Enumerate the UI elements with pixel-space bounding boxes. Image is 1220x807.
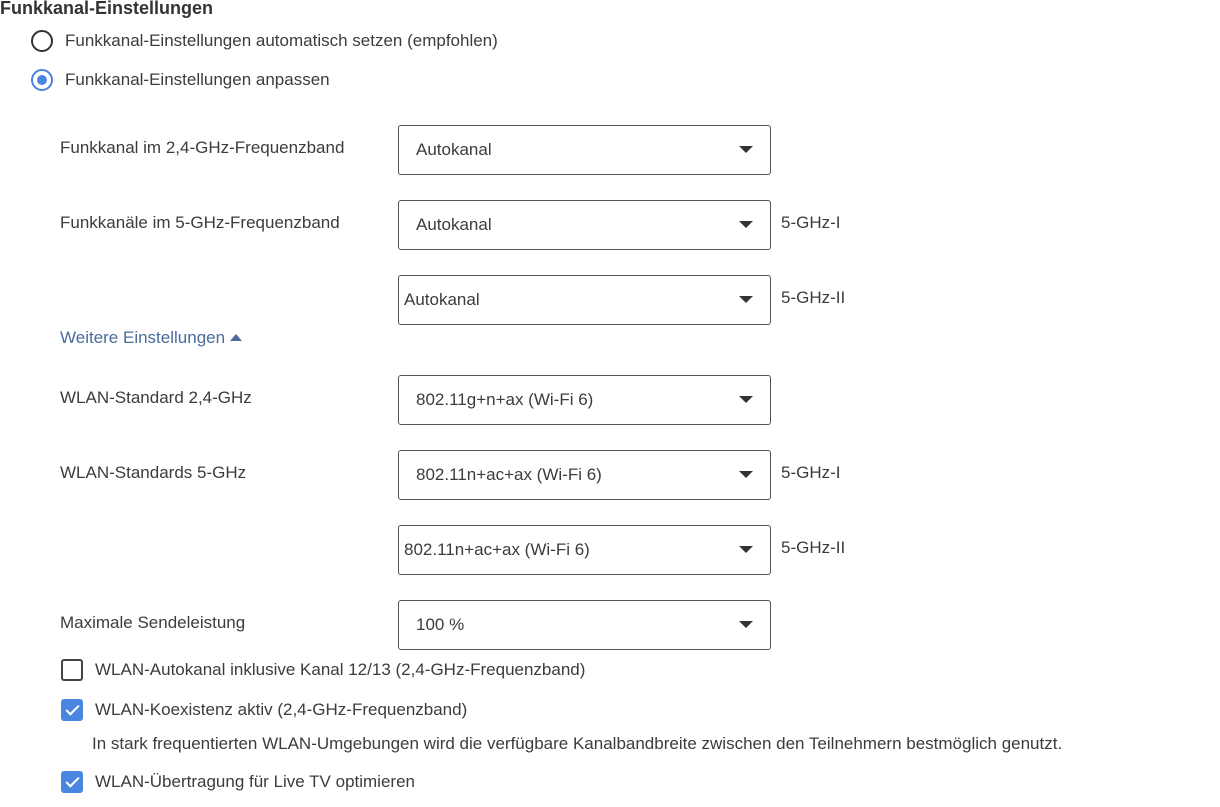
chevron-down-icon (739, 296, 753, 303)
chevron-down-icon (739, 146, 753, 153)
std-5-label: WLAN-Standards 5-GHz (60, 463, 247, 482)
checkbox-autochannel-label[interactable]: WLAN-Autokanal inklusive Kanal 12/13 (2,4-GHz-Frequenzband) (95, 660, 586, 679)
select-value: Autokanal (416, 215, 492, 234)
select-value: 100 % (416, 615, 465, 634)
radio-auto-label[interactable]: Funkkanal-Einstellungen automatisch setzen (empfohlen) (65, 31, 498, 50)
chevron-down-icon (739, 621, 753, 628)
channel-5-2-suffix: 5-GHz-II (781, 288, 846, 307)
select-value: 802.11n+ac+ax (Wi-Fi 6) (404, 540, 590, 559)
chevron-down-icon (739, 221, 753, 228)
power-select[interactable] (398, 600, 771, 650)
checkbox-live-tv[interactable] (61, 771, 83, 793)
radio-custom-label[interactable]: Funkkanal-Einstellungen anpassen (65, 70, 330, 89)
std-5-2-select[interactable] (398, 525, 771, 575)
select-value: Autokanal (404, 290, 480, 309)
std-5-1-select[interactable] (398, 450, 771, 500)
std-24-select[interactable] (398, 375, 771, 425)
chevron-down-icon (739, 471, 753, 478)
std-24-label: WLAN-Standard 2,4-GHz (60, 388, 252, 407)
channel-5-2-select[interactable] (398, 275, 771, 325)
more-settings-label[interactable]: Weitere Einstellungen (60, 328, 226, 347)
select-value: 802.11g+n+ax (Wi-Fi 6) (416, 390, 594, 409)
checkbox-autochannel-12-13[interactable] (61, 659, 83, 681)
checkbox-coexistence[interactable] (61, 699, 83, 721)
select-value: Autokanal (416, 140, 492, 159)
channel-5-1-select[interactable] (398, 200, 771, 250)
coexistence-hint: In stark frequentierten WLAN-Umgebungen wird die verfügbare Kanalbandbreite zwischen den Teilnehmern bestmöglich genutzt. (92, 734, 1063, 753)
checkbox-live-tv-label[interactable]: WLAN-Übertragung für Live TV optimieren (95, 772, 415, 791)
std-5-2-suffix: 5-GHz-II (781, 538, 846, 557)
chevron-down-icon (739, 396, 753, 403)
power-label: Maximale Sendeleistung (60, 613, 246, 632)
channel-5-1-suffix: 5-GHz-I (781, 213, 841, 232)
chevron-up-icon (230, 334, 242, 341)
channel-24-select[interactable] (398, 125, 771, 175)
checkbox-coexistence-label[interactable]: WLAN-Koexistenz aktiv (2,4-GHz-Frequenzband) (95, 700, 468, 719)
channel-24-label: Funkkanal im 2,4-GHz-Frequenzband (60, 138, 345, 157)
radio-custom[interactable] (31, 69, 53, 91)
std-5-1-suffix: 5-GHz-I (781, 463, 841, 482)
channel-5-label: Funkkanäle im 5-GHz-Frequenzband (60, 213, 340, 232)
radio-auto[interactable] (31, 30, 53, 52)
select-value: 802.11n+ac+ax (Wi-Fi 6) (416, 465, 602, 484)
more-settings-link[interactable] (60, 328, 242, 348)
section-title: Funkkanal-Einstellungen (0, 0, 214, 18)
chevron-down-icon (739, 546, 753, 553)
